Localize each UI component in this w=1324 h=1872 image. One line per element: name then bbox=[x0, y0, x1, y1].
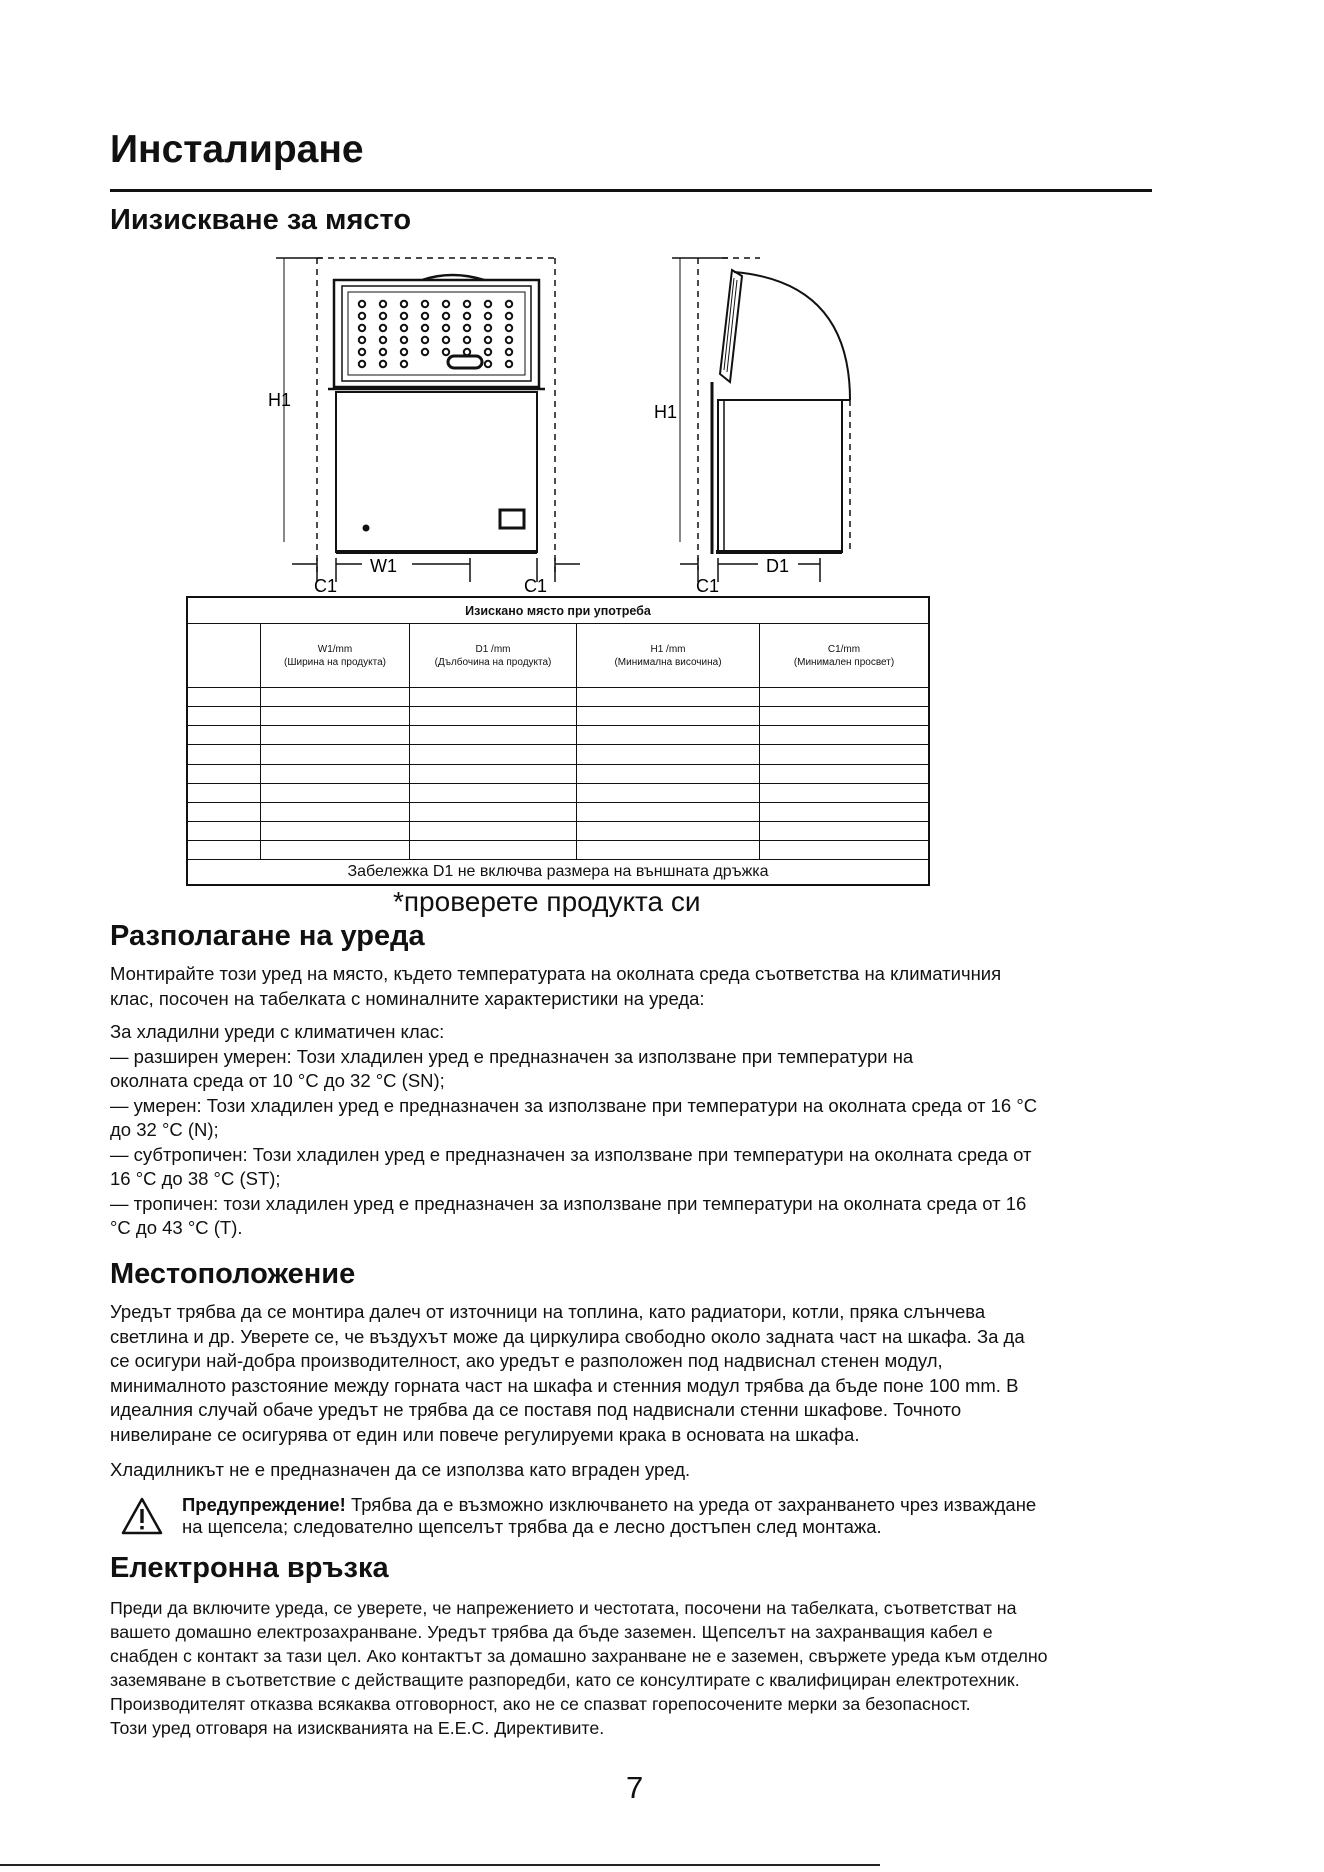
vent-hole bbox=[485, 301, 491, 307]
front-c1-right-label: C1 bbox=[524, 576, 548, 596]
table-row bbox=[187, 707, 929, 726]
vent-hole bbox=[464, 313, 470, 319]
vent-hole bbox=[485, 349, 491, 355]
table-row bbox=[187, 764, 929, 783]
table-row bbox=[187, 726, 929, 745]
vent-hole bbox=[443, 313, 449, 319]
table-header-w1: W1/mm (Ширина на продукта) bbox=[261, 624, 410, 688]
table-row bbox=[187, 840, 929, 859]
vent-hole bbox=[401, 301, 407, 307]
location-heading: Местоположение bbox=[110, 1258, 356, 1290]
bottom-rule bbox=[0, 1864, 880, 1866]
vent-hole bbox=[443, 325, 449, 331]
vent-hole bbox=[422, 301, 428, 307]
vent-hole bbox=[485, 361, 491, 367]
table-header-d1: D1 /mm (Дълбочина на продукта) bbox=[410, 624, 577, 688]
vent-hole bbox=[359, 325, 365, 331]
vent-hole bbox=[443, 301, 449, 307]
vent-hole bbox=[506, 301, 512, 307]
builtin-note: Хладилникът не е предназначен да се използва като вграден уред. bbox=[110, 1459, 691, 1480]
table-header-c1: C1/mm (Минимален просвет) bbox=[760, 624, 930, 688]
table-row bbox=[187, 821, 929, 840]
vent-hole bbox=[506, 337, 512, 343]
vent-hole bbox=[485, 325, 491, 331]
warning-icon bbox=[120, 1496, 164, 1536]
electrical-heading: Електронна връзка bbox=[110, 1552, 389, 1584]
space-heading: Иизискване за място bbox=[110, 204, 412, 236]
table-header-row bbox=[187, 624, 929, 688]
vent-hole bbox=[506, 361, 512, 367]
vent-hole bbox=[506, 313, 512, 319]
vent-hole bbox=[506, 349, 512, 355]
vent-hole bbox=[359, 337, 365, 343]
vent-hole bbox=[380, 301, 386, 307]
front-c1-left-label: C1 bbox=[314, 576, 338, 596]
side-h1-label: H1 bbox=[654, 402, 678, 422]
location-text: Уредът трябва да се монтира далеч от източници на топлина, като радиатори, котли, пряка слънчева светлина и др. Уверете се, че въздухът може да циркулира свободно около задната част на шкафа. За да се осигури най-добра производителност, ако уредът е разположен под надвиснал стенен модул, минималното разстояние между горната част на шкафа и стенния модул трябва да бъде поне 100 mm. В идеалния случай обаче уредът не трябва да се поставя под надвиснали стенни шкафове. Точното нивелиране се осигурява от един или повече регулируеми крака в основата на шкафа. bbox=[110, 1301, 1025, 1445]
vent-hole bbox=[464, 349, 470, 355]
table-row bbox=[187, 745, 929, 764]
vent-hole bbox=[380, 361, 386, 367]
vent-hole bbox=[422, 337, 428, 343]
vent-hole bbox=[464, 325, 470, 331]
vent-hole bbox=[380, 337, 386, 343]
vent-hole bbox=[359, 313, 365, 319]
vent-hole bbox=[380, 349, 386, 355]
table-row bbox=[187, 802, 929, 821]
table-caption: Изискано място при употреба bbox=[187, 597, 929, 624]
space-requirements-table bbox=[186, 596, 930, 886]
vent-hole bbox=[422, 325, 428, 331]
placement-intro: Монтирайте този уред на място, където температурата на околната среда съответства на климатичния клас, посочен на табелката с номиналните характеристики на уреда: bbox=[110, 963, 1002, 1009]
climate-class-list: За хладилни уреди с климатичен клас: — разширен умерен: Този хладилен уред е предназначен за използване при температури на околната среда от 10 °C до 32 °C (SN); — умерен: Този хладилен уред е предназначен за използване при температури на околната среда от 16 °C до 32 °C (N); — субтропичен: Този хладилен уред е предназначен за използване при температури на околната среда от 16 °C до 38 °C (ST); — тропичен: този хладилен уред е предназначен за използване при температури на околната среда от 16 °C до 43 °C (T). bbox=[110, 1021, 1038, 1238]
vent-hole bbox=[359, 301, 365, 307]
vent-hole bbox=[422, 349, 428, 355]
front-h1-label: H1 bbox=[268, 390, 292, 410]
page-number: 7 bbox=[626, 1770, 644, 1805]
vent-hole bbox=[401, 313, 407, 319]
vent-hole bbox=[359, 361, 365, 367]
check-product-note: *проверете продукта си bbox=[393, 886, 701, 917]
vent-hole bbox=[401, 325, 407, 331]
table-note: Забележка D1 не включва размера на външната дръжка bbox=[187, 859, 929, 885]
table-header-empty bbox=[187, 624, 261, 688]
side-d1-label: D1 bbox=[766, 556, 790, 576]
vent-hole bbox=[443, 337, 449, 343]
freezer-side-diagram bbox=[650, 252, 880, 598]
warning-text: Предупреждение! Трябва да е възможно изключването на уреда от захранването чрез изваждане на щепсела; следователно щепселът трябва да е лесно достъпен след монтажа. bbox=[182, 1494, 1037, 1537]
vent-hole bbox=[464, 301, 470, 307]
vent-hole bbox=[380, 313, 386, 319]
table-header-h1: H1 /mm (Минимална височина) bbox=[577, 624, 760, 688]
vent-hole bbox=[401, 337, 407, 343]
vent-hole bbox=[401, 349, 407, 355]
side-c1-label: C1 bbox=[696, 576, 720, 596]
vent-hole bbox=[422, 313, 428, 319]
table-row bbox=[187, 783, 929, 802]
front-w1-label: W1 bbox=[370, 556, 397, 576]
electrical-text: Преди да включите уреда, се уверете, че напрежението и честотата, посочени на табелката, съответстват на вашето домашно електрозахранване. Уредът трябва да бъде заземен. Щепселът на захранващия кабел е снабден с контакт за тази цел. Ако контактът за домашно захранване не е заземен, свържете уреда към отделно заземяване в съответствие с действащите разпоредби, като се консултирате с квалифициран електротехник. Производителят отказва всякаква отговорност, ако не се спазват горепосочените мерки за безопасност. Този уред отговаря на изискванията на Е.Е.С. Директивите. bbox=[110, 1598, 1048, 1738]
title-rule bbox=[110, 189, 1152, 192]
page-title: Инсталиране bbox=[110, 128, 364, 171]
freezer-front-diagram bbox=[262, 252, 592, 598]
vent-hole bbox=[443, 349, 449, 355]
vent-hole bbox=[359, 349, 365, 355]
vent-hole bbox=[485, 337, 491, 343]
vent-hole bbox=[485, 313, 491, 319]
vent-hole bbox=[401, 361, 407, 367]
table-row bbox=[187, 688, 929, 707]
vent-hole bbox=[506, 325, 512, 331]
vent-hole bbox=[464, 337, 470, 343]
placement-heading: Разполагане на уреда bbox=[110, 920, 425, 952]
vent-hole bbox=[380, 325, 386, 331]
